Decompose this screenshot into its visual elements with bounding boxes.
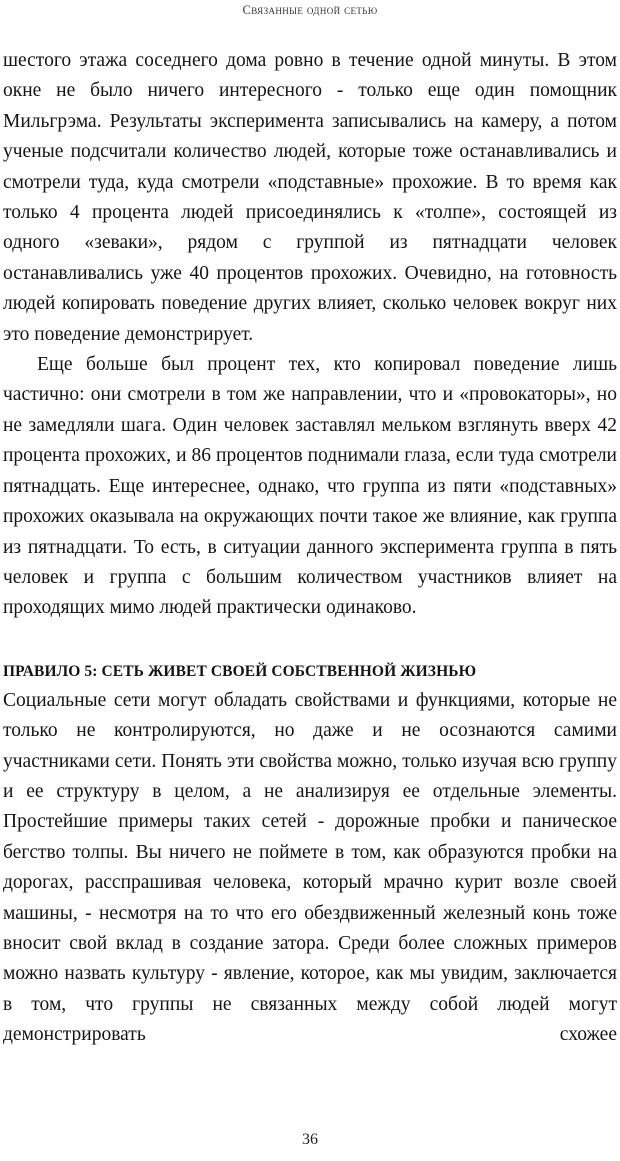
running-head: Связанные одной сетью — [242, 3, 378, 17]
body-text — [3, 46, 617, 1051]
page-number: 36 — [302, 1131, 318, 1148]
paragraph-experiment-results: Еще больше был процент тех, кто копировал поведение лишь частично: они смотрели в том же направлении, что и «провокаторы», но не замедляли шага. Один человек заставлял мельком взглянуть вверх 42 процента прохожих, и 86 процентов поднимали глаза, если туда смотрели пятнадцать. Еще интереснее, однако, что группа из пяти «подставных» прохожих оказывала на окружающих почти такое же влияние, как группа из пятнадцати. То есть, в ситуации данного эксперимента группа в пять человек и группа с большим количеством участников влияет на проходящих мимо людей практически одинаково. — [3, 354, 617, 619]
section-heading: ПРАВИЛО 5: СЕТЬ ЖИВЕТ СВОЕЙ СОБСТВЕННОЙ ЖИЗНЬЮ — [3, 662, 477, 680]
paragraph-continuation: шестого этажа соседнего дома ровно в течение одной минуты. В этом окне не было ничего интересного - только еще один помощник Мильгрэма. Результаты эксперимента записывались на камеру, а потом ученые подсчитали количество людей, которые тоже останавливались и смотрели туда, куда смотрели «подставные» прохожие. В то время как только 4 процента людей присоединялись к «толпе», состоящей из одного «зеваки», рядом с группой из пятнадцати человек останавливались уже 40 процентов прохожих. Очевидно, на готовность людей копировать поведение других влияет, сколько человек вокруг них это поведение демонстрирует. — [3, 50, 617, 345]
paragraph-rule-5: Социальные сети могут обладать свойствами и функциями, которые не только не контролируются, но даже и не осознаются самими участниками сети. Понять эти свойства можно, только изучая всю группу и ее структуру в целом, а не анализируя ее отдельные элементы. Простейшие примеры таких сетей - дорожные пробки и паническое бегство толпы. Вы ничего не поймете в том, как образуются пробки на дорогах, расспрашивая человека, который мрачно курит возле своей машины, - несмотря на то что его обездвиженный железный конь тоже вносит свой вклад в создание затора. Среди более сложных примеров можно назвать культуру - явление, которое, как мы увидим, заключается в том, что группы не связанных между собой людей могут демонстрировать схожее — [3, 689, 617, 1046]
